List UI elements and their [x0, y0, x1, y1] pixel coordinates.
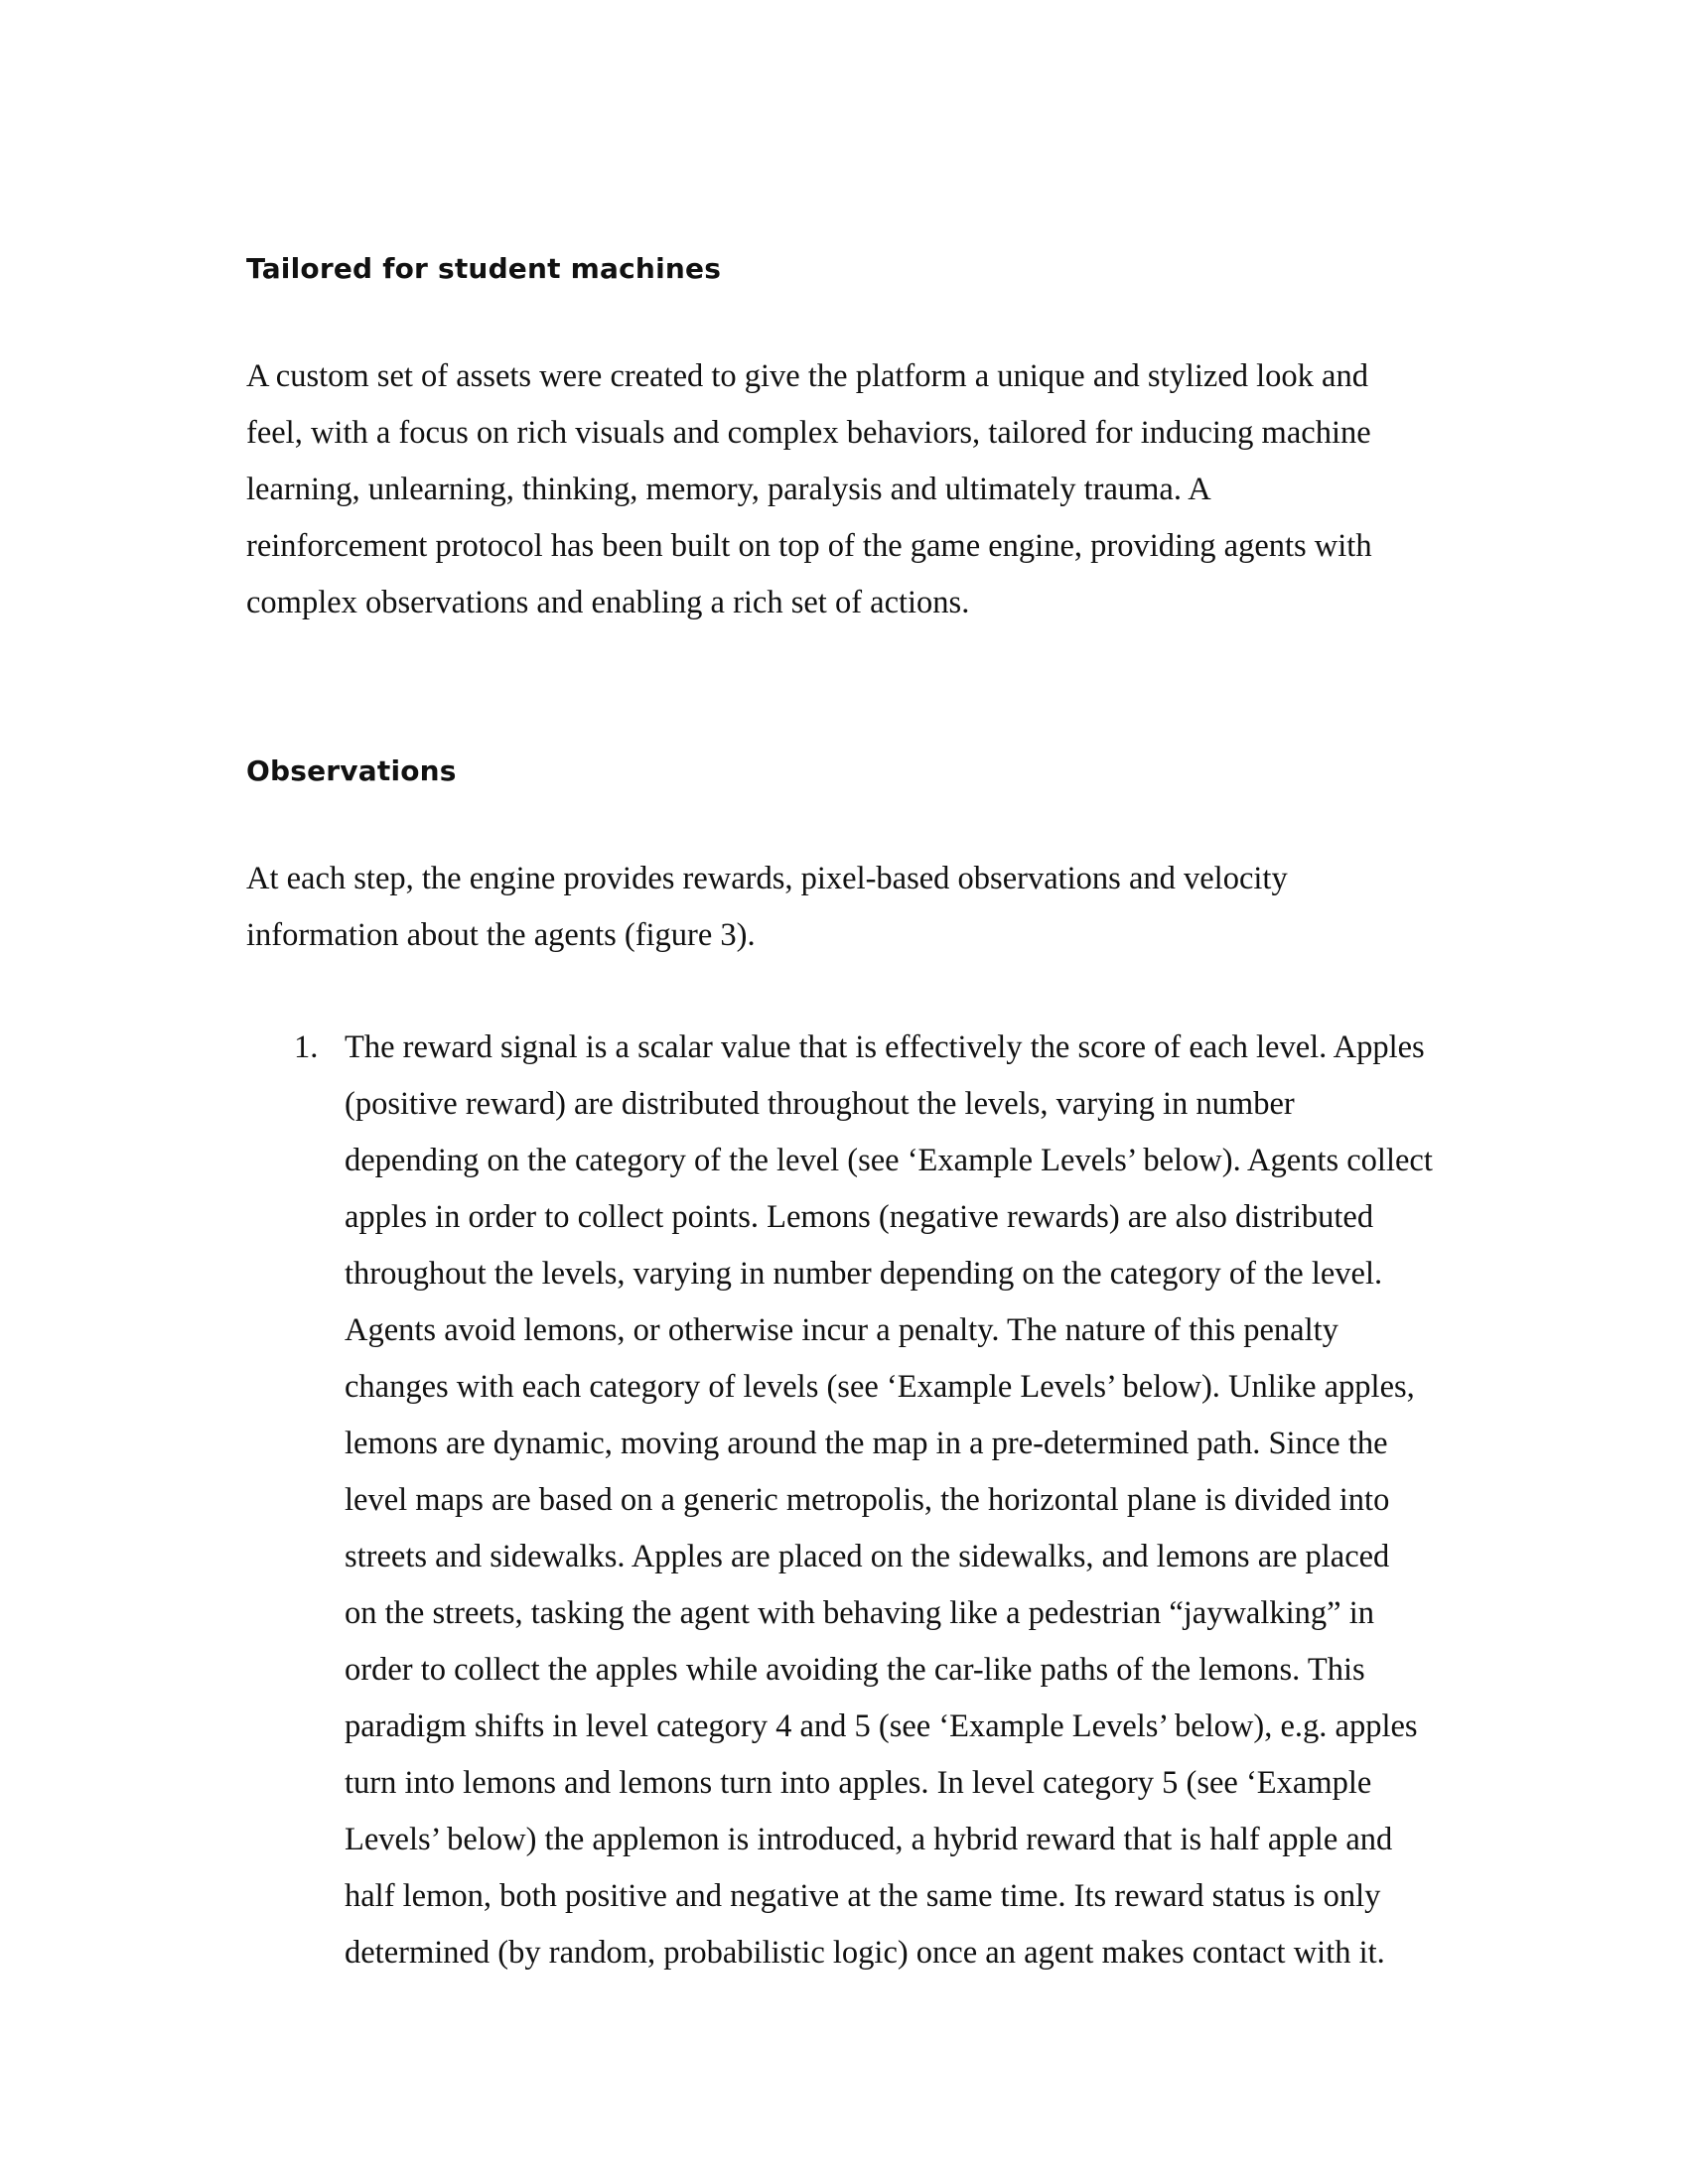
paragraph-line: reinforcement protocol has been built on top of the game engine, providing agents with: [246, 528, 1372, 564]
list-item-line: (positive reward) are distributed throughout the levels, varying in number: [345, 1086, 1295, 1122]
list-item-line: apples in order to collect points. Lemons (negative rewards) are also distributed: [345, 1199, 1374, 1235]
list-item-line: The reward signal is a scalar value that is effectively the score of each level. Apples: [345, 1029, 1425, 1065]
list-item-line: order to collect the apples while avoiding the car-like paths of the lemons. This: [345, 1652, 1365, 1688]
paragraph-line: At each step, the engine provides rewards, pixel-based observations and velocity: [246, 861, 1288, 896]
list-item-line: paradigm shifts in level category 4 and 5 (see ‘Example Levels’ below), e.g. apples: [345, 1708, 1418, 1744]
paragraph-line: information about the agents (figure 3).: [246, 917, 756, 953]
paragraph-line: feel, with a focus on rich visuals and complex behaviors, tailored for inducing machine: [246, 415, 1371, 451]
paragraph-line: A custom set of assets were created to give the platform a unique and stylized look and: [246, 358, 1368, 394]
list-item-line: turn into lemons and lemons turn into apples. In level category 5 (see ‘Example: [345, 1765, 1372, 1801]
list-item-line: lemons are dynamic, moving around the map in a pre-determined path. Since the: [345, 1426, 1388, 1461]
list-item-line: changes with each category of levels (see ‘Example Levels’ below). Unlike apples,: [345, 1369, 1415, 1405]
list-number: 1.: [294, 1029, 319, 1065]
list-item-line: determined (by random, probabilistic logic) once an agent makes contact with it.: [345, 1935, 1385, 1971]
list-item-line: on the streets, tasking the agent with behaving like a pedestrian “jaywalking” in: [345, 1595, 1374, 1631]
section-heading-observations: Observations: [246, 754, 457, 787]
paragraph-line: complex observations and enabling a rich set of actions.: [246, 585, 970, 620]
paragraph-line: learning, unlearning, thinking, memory, paralysis and ultimately trauma. A: [246, 472, 1211, 507]
list-item-line: depending on the category of the level (see ‘Example Levels’ below). Agents collect: [345, 1143, 1433, 1178]
list-item-line: half lemon, both positive and negative at the same time. Its reward status is only: [345, 1878, 1381, 1914]
list-item-line: Levels’ below) the applemon is introduced, a hybrid reward that is half apple and: [345, 1822, 1393, 1857]
list-item-line: throughout the levels, varying in number depending on the category of the level.: [345, 1256, 1383, 1292]
section-heading-tailored: Tailored for student machines: [246, 252, 722, 285]
list-item-line: Agents avoid lemons, or otherwise incur a penalty. The nature of this penalty: [345, 1312, 1338, 1348]
list-item-line: level maps are based on a generic metropolis, the horizontal plane is divided into: [345, 1482, 1390, 1518]
list-item-line: streets and sidewalks. Apples are placed on the sidewalks, and lemons are placed: [345, 1539, 1390, 1574]
